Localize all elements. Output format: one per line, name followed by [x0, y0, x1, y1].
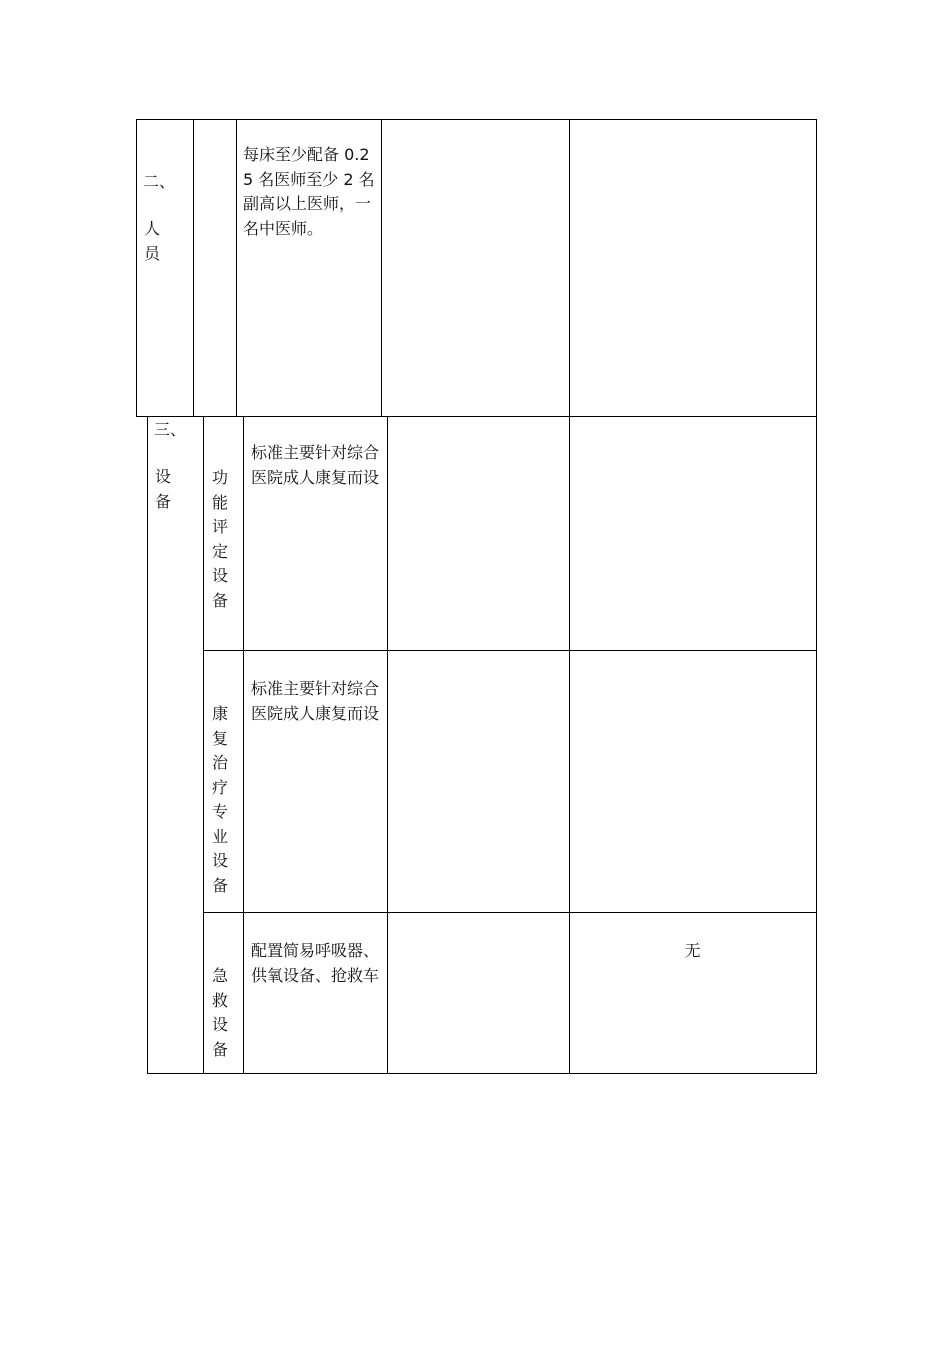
- table-border: [193, 119, 194, 417]
- section-number: 二、: [143, 172, 176, 191]
- requirement-text: 配置简易呼吸器、供氧设备、抢救车: [251, 941, 380, 985]
- requirement-text: 标准主要针对综合医院成人康复而设: [251, 443, 380, 487]
- category-label: 急 救 设 备: [211, 966, 228, 1059]
- requirement-text: 标准主要针对综合医院成人康复而设: [251, 679, 380, 723]
- requirement-text: 每床至少配备 0.25 名医师至少 2 名副高以上医师，一名中医师。: [243, 145, 375, 238]
- table-border: [236, 119, 237, 417]
- table-border: [569, 416, 570, 1074]
- category-label: 功 能 评 定 设 备: [211, 468, 228, 610]
- table-border: [816, 119, 817, 417]
- table-border: [147, 416, 817, 417]
- table-border: [203, 912, 817, 913]
- table-border: [147, 1073, 817, 1074]
- cell-value: 无: [684, 941, 701, 960]
- section-title: 设 备: [154, 467, 171, 511]
- table-border: [387, 416, 388, 1074]
- table-border: [136, 119, 137, 417]
- table-border: [381, 119, 382, 417]
- table-border: [203, 650, 817, 651]
- table-border: [569, 119, 570, 417]
- section-number: 三、: [154, 420, 187, 439]
- table-border: [203, 416, 204, 1074]
- table-border: [147, 416, 148, 1074]
- table-border: [136, 119, 817, 120]
- table-border: [243, 416, 244, 1074]
- category-label: 康 复 治 疗 专 业 设 备: [211, 704, 228, 895]
- section-title: 人 员: [143, 219, 160, 263]
- table-border: [816, 416, 817, 1074]
